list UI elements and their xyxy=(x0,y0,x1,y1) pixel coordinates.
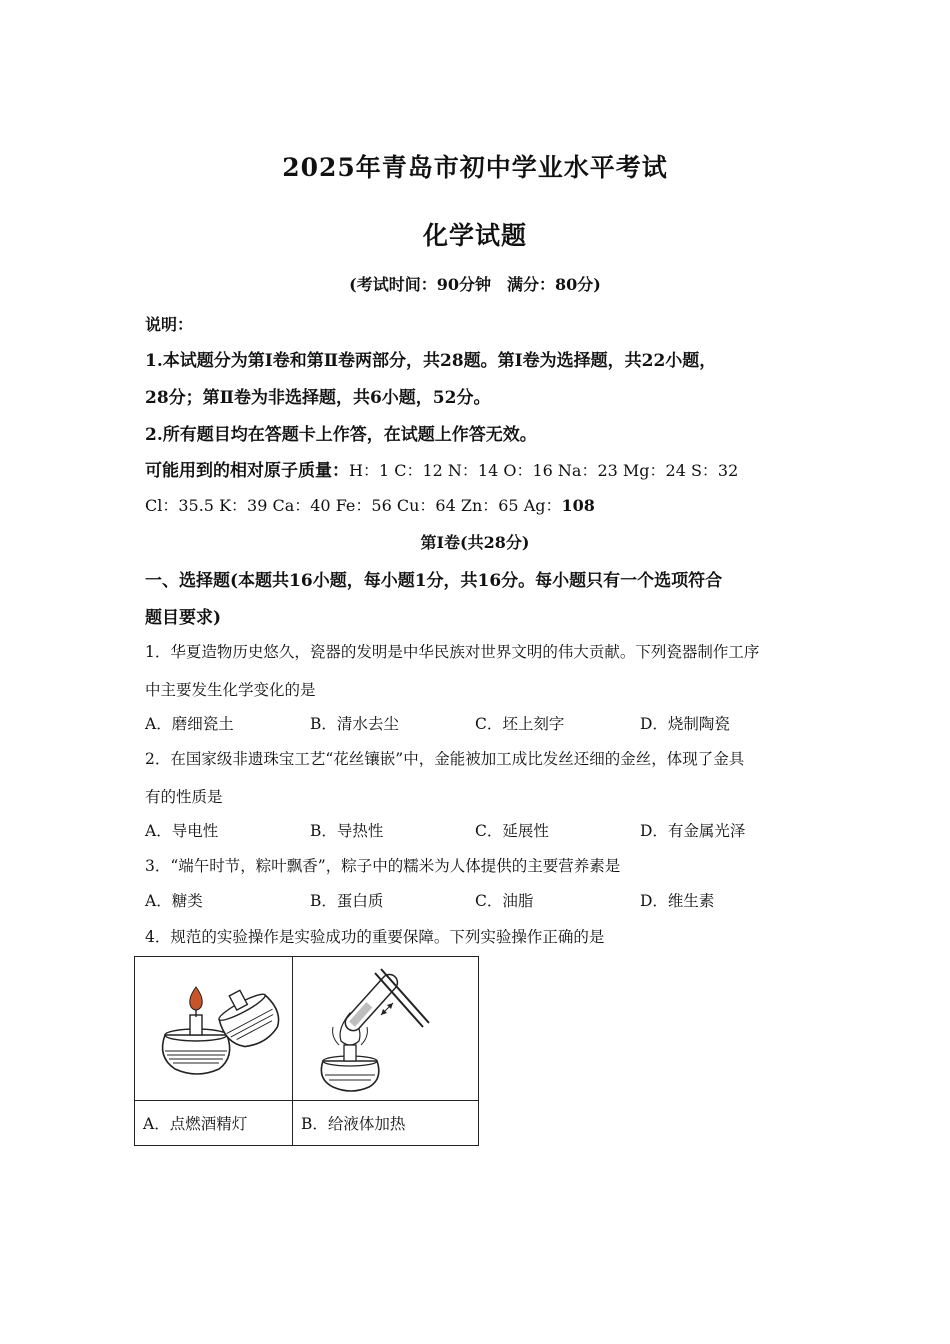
instructions-heading: 说明： xyxy=(145,315,194,334)
figure-a-caption[interactable]: A．点燃酒精灯 xyxy=(135,1101,293,1146)
question-1-stem-line-1: 1．华夏造物历史悠久，瓷器的发明是中华民族对世界文明的伟大贡献。下列瓷器制作工序 xyxy=(145,643,760,661)
question-1-option-d[interactable]: D．烧制陶瓷 xyxy=(640,715,730,733)
question-3-option-c[interactable]: C．油脂 xyxy=(475,892,534,910)
question-2-stem-line-2: 有的性质是 xyxy=(145,788,223,806)
question-4-figure-table xyxy=(134,956,479,1146)
atomic-mass-ag: 108 xyxy=(561,496,595,515)
heating-liquid-illustration xyxy=(293,957,478,1100)
instruction-2: 2.所有题目均在答题卡上作答，在试题上作答无效。 xyxy=(145,425,537,445)
section-heading-line-1: 一、选择题(本题共16小题，每小题1分，共16分。每小题只有一个选项符合 xyxy=(145,571,723,591)
section-heading-line-2: 题目要求) xyxy=(145,608,222,628)
instruction-1-line-1: 1.本试题分为第Ⅰ卷和第Ⅱ卷两部分，共28题。第Ⅰ卷为选择题，共22小题， xyxy=(145,351,717,371)
figure-b-cell xyxy=(293,957,479,1101)
atomic-mass-line-2 xyxy=(145,493,595,516)
question-1-option-a[interactable]: A．磨细瓷土 xyxy=(145,715,234,733)
question-2-option-b[interactable]: B．导热性 xyxy=(310,822,384,840)
part-one-title: 第Ⅰ卷(共28分) xyxy=(420,533,530,552)
exam-subject: 化学试题 xyxy=(422,221,527,250)
question-2-option-d[interactable]: D．有金属光泽 xyxy=(640,822,746,840)
atomic-mass-label: 可能用到的相对原子质量： xyxy=(145,461,349,481)
figure-a-cell xyxy=(135,957,293,1101)
question-1-option-c[interactable]: C．坯上刻字 xyxy=(475,715,565,733)
question-3-stem: 3．“端午时节，粽叶飘香”，粽子中的糯米为人体提供的主要营养素是 xyxy=(145,857,621,875)
question-4-stem: 4．规范的实验操作是实验成功的重要保障。下列实验操作正确的是 xyxy=(145,928,605,946)
question-3-option-d[interactable]: D．维生素 xyxy=(640,892,715,910)
atomic-mass-values-1: H：1 C：12 N：14 O：16 Na：23 Mg：24 S：32 xyxy=(349,461,739,480)
lighting-alcohol-lamp-illustration xyxy=(135,957,292,1100)
atomic-mass-line-1 xyxy=(145,456,738,481)
question-2-option-a[interactable]: A．导电性 xyxy=(145,822,219,840)
figure-b-caption[interactable]: B．给液体加热 xyxy=(293,1101,479,1146)
question-3-option-a[interactable]: A．糖类 xyxy=(145,892,203,910)
question-1-option-b[interactable]: B．清水去尘 xyxy=(310,715,399,733)
question-2-stem-line-1: 2．在国家级非遗珠宝工艺“花丝镶嵌”中，金能被加工成比发丝还细的金丝，体现了金具 xyxy=(145,750,745,768)
exam-info: (考试时间：90分钟 满分：80分) xyxy=(349,275,601,294)
instruction-1-line-2: 28分；第Ⅱ卷为非选择题，共6小题，52分。 xyxy=(145,388,491,408)
atomic-mass-values-2: Cl：35.5 K：39 Ca：40 Fe：56 Cu：64 Zn：65 Ag： xyxy=(145,496,562,515)
question-1-stem-line-2: 中主要发生化学变化的是 xyxy=(145,681,316,699)
exam-title: 2025年青岛市初中学业水平考试 xyxy=(282,153,668,182)
question-2-option-c[interactable]: C．延展性 xyxy=(475,822,549,840)
question-3-option-b[interactable]: B．蛋白质 xyxy=(310,892,384,910)
